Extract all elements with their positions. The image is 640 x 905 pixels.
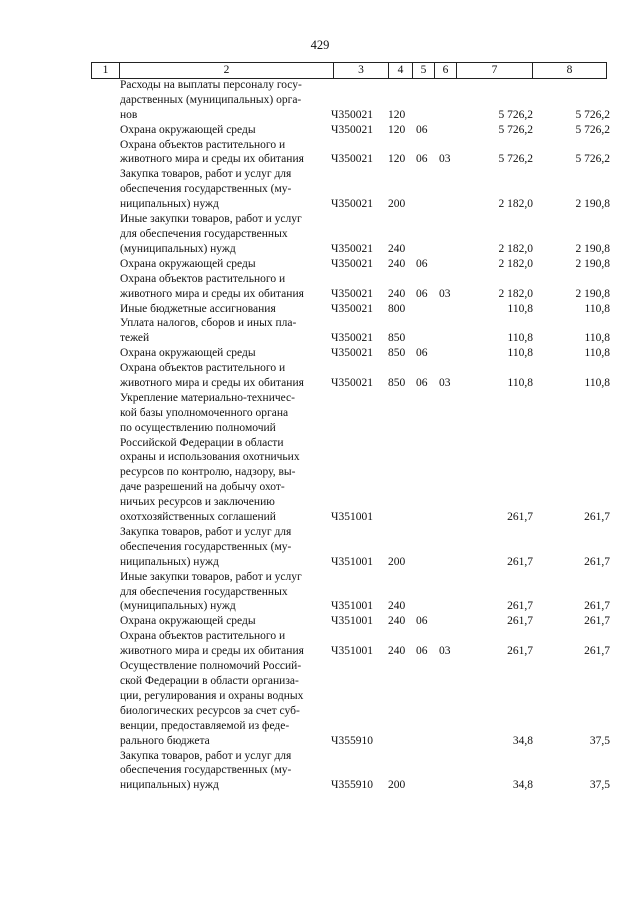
amount-col7: 261,7 (507, 615, 533, 628)
target-code: Ч350021 (331, 332, 373, 345)
row-description-line: обеспечения государственных (му- (120, 183, 292, 196)
amount-col7: 261,7 (507, 555, 533, 568)
target-code: Ч350021 (331, 108, 373, 121)
section: 06 (416, 347, 428, 360)
amount-col7: 5 726,2 (498, 123, 533, 136)
amount-col7: 110,8 (507, 302, 533, 315)
row-description-line: дарственных (муниципальных) орга- (120, 93, 302, 106)
target-code: Ч355910 (331, 779, 373, 792)
target-code: Ч350021 (331, 242, 373, 255)
table-row (0, 361, 640, 391)
row-description-line: Охрана окружающей среды (120, 257, 256, 270)
column-header: 6 (434, 63, 456, 78)
amount-col7: 2 182,0 (498, 242, 533, 255)
amount-col8: 37,5 (589, 734, 610, 747)
row-description-line: охраны и использования охотничьих (120, 451, 300, 464)
table-row (0, 346, 640, 361)
expense-type: 240 (388, 645, 406, 658)
expense-type: 850 (388, 347, 406, 360)
row-description-line: ресурсов по контролю, надзору, вы- (120, 466, 296, 479)
row-description-line: для обеспечения государственных (120, 585, 288, 598)
amount-col7: 34,8 (512, 779, 533, 792)
table-row (0, 123, 640, 138)
target-code: Ч350021 (331, 153, 373, 166)
table-row (0, 316, 640, 346)
row-description-line: ции, регулирования и охраны водных (120, 689, 304, 702)
row-description-line: Охрана объектов растительного и (120, 630, 286, 643)
column-header: 8 (532, 63, 607, 78)
table-row (0, 257, 640, 272)
section: 06 (416, 645, 428, 658)
table-row (0, 525, 640, 570)
expense-type: 240 (388, 242, 406, 255)
subsection: 03 (439, 376, 451, 389)
expense-type: 200 (388, 198, 406, 211)
expense-type: 240 (388, 287, 406, 300)
expense-type: 200 (388, 555, 406, 568)
amount-col7: 2 182,0 (498, 257, 533, 270)
amount-col8: 261,7 (584, 615, 610, 628)
target-code: Ч355910 (331, 734, 373, 747)
expense-type: 240 (388, 257, 406, 270)
amount-col7: 110,8 (507, 376, 533, 389)
amount-col7: 5 726,2 (498, 153, 533, 166)
row-description-line: животного мира и среды их обитания (120, 376, 304, 389)
amount-col7: 110,8 (507, 332, 533, 345)
expense-type: 200 (388, 779, 406, 792)
expense-type: 240 (388, 600, 406, 613)
amount-col8: 2 190,8 (575, 257, 610, 270)
row-description-line: Расходы на выплаты персоналу госу- (120, 79, 302, 91)
target-code: Ч351001 (331, 645, 373, 658)
target-code: Ч350021 (331, 347, 373, 360)
row-description-line: Иные закупки товаров, работ и услуг (120, 570, 302, 583)
row-description-line: Охрана окружающей среды (120, 347, 256, 360)
row-description-line: ниципальных) нужд (120, 779, 219, 792)
amount-col8: 5 726,2 (575, 153, 610, 166)
row-description-line: рального бюджета (120, 734, 210, 747)
amount-col7: 5 726,2 (498, 108, 533, 121)
row-description-line: Охрана объектов растительного и (120, 362, 286, 375)
table-row (0, 570, 640, 615)
row-description-line: Уплата налогов, сборов и иных пла- (120, 317, 297, 330)
table-row (0, 391, 640, 525)
row-description-line: Закупка товаров, работ и услуг для (120, 168, 292, 181)
row-description-line: животного мира и среды их обитания (120, 287, 304, 300)
column-header: 1 (91, 63, 119, 78)
row-description-line: по осуществлению полномочий (120, 421, 276, 434)
subsection: 03 (439, 287, 451, 300)
expense-type: 120 (388, 123, 406, 136)
row-description-line: даче разрешений на добычу охот- (120, 481, 285, 494)
row-description-line: животного мира и среды их обитания (120, 645, 304, 658)
row-description-line: венции, предоставляемой из феде- (120, 719, 290, 732)
row-description-line: нов (120, 108, 138, 121)
table-row (0, 629, 640, 659)
row-description-line: Иные бюджетные ассигнования (120, 302, 276, 315)
section: 06 (416, 376, 428, 389)
target-code: Ч350021 (331, 302, 373, 315)
amount-col8: 110,8 (584, 332, 610, 345)
row-description-line: Укрепление материально-техничес- (120, 391, 295, 404)
row-description-line: кой базы уполномоченного органа (120, 406, 289, 419)
row-description-line: биологических ресурсов за счет суб- (120, 704, 300, 717)
target-code: Ч350021 (331, 198, 373, 211)
row-description-line: обеспечения государственных (му- (120, 540, 292, 553)
amount-col8: 37,5 (589, 779, 610, 792)
table-row (0, 212, 640, 257)
row-description-line: Охрана объектов растительного и (120, 272, 286, 285)
row-description-line: охотхозяйственных соглашений (120, 511, 276, 524)
target-code: Ч350021 (331, 257, 373, 270)
row-description-line: Охрана объектов растительного и (120, 138, 286, 151)
expense-type: 120 (388, 108, 406, 121)
row-description-line: Закупка товаров, работ и услуг для (120, 526, 292, 538)
column-header: 4 (388, 63, 412, 78)
expense-type: 120 (388, 153, 406, 166)
section: 06 (416, 123, 428, 136)
amount-col7: 2 182,0 (498, 198, 533, 211)
row-description-line: Охрана окружающей среды (120, 123, 256, 136)
row-description-line: Российской Федерации в области (120, 436, 284, 449)
amount-col7: 261,7 (507, 511, 533, 524)
target-code: Ч350021 (331, 287, 373, 300)
section: 06 (416, 287, 428, 300)
amount-col8: 5 726,2 (575, 108, 610, 121)
table-row (0, 614, 640, 629)
expense-type: 850 (388, 332, 406, 345)
expense-type: 240 (388, 615, 406, 628)
row-description-line: ской Федерации в области организа- (120, 674, 299, 687)
row-description-line: тежей (120, 332, 150, 345)
row-description-line: животного мира и среды их обитания (120, 153, 304, 166)
amount-col8: 261,7 (584, 600, 610, 613)
table-row (0, 659, 640, 748)
table-row (0, 78, 640, 123)
target-code: Ч350021 (331, 376, 373, 389)
amount-col7: 34,8 (512, 734, 533, 747)
row-description-line: обеспечения государственных (му- (120, 764, 292, 777)
row-description-line: ниципальных) нужд (120, 555, 219, 568)
row-description-line: Иные закупки товаров, работ и услуг (120, 213, 302, 226)
table-row (0, 167, 640, 212)
column-header: 5 (412, 63, 434, 78)
row-description-line: ничьих ресурсов и заключению (120, 496, 275, 509)
amount-col8: 110,8 (584, 302, 610, 315)
expense-type: 800 (388, 302, 406, 315)
row-description-line: Закупка товаров, работ и услуг для (120, 749, 292, 762)
subsection: 03 (439, 153, 451, 166)
table-row (0, 138, 640, 168)
row-description-line: (муниципальных) нужд (120, 242, 236, 255)
target-code: Ч351001 (331, 615, 373, 628)
section: 06 (416, 257, 428, 270)
row-description-line: Охрана окружающей среды (120, 615, 256, 628)
amount-col8: 261,7 (584, 645, 610, 658)
target-code: Ч351001 (331, 555, 373, 568)
amount-col8: 110,8 (584, 376, 610, 389)
section: 06 (416, 153, 428, 166)
amount-col8: 110,8 (584, 347, 610, 360)
section: 06 (416, 615, 428, 628)
subsection: 03 (439, 645, 451, 658)
target-code: Ч351001 (331, 600, 373, 613)
column-header: 7 (456, 63, 532, 78)
table-header (91, 62, 607, 79)
amount-col7: 110,8 (507, 347, 533, 360)
amount-col8: 2 190,8 (575, 198, 610, 211)
table-row (0, 302, 640, 317)
amount-col8: 2 190,8 (575, 287, 610, 300)
page-number: 429 (310, 38, 330, 52)
target-code: Ч350021 (331, 123, 373, 136)
amount-col8: 261,7 (584, 555, 610, 568)
amount-col7: 2 182,0 (498, 287, 533, 300)
column-header: 3 (333, 63, 388, 78)
target-code: Ч351001 (331, 511, 373, 524)
expense-type: 850 (388, 376, 406, 389)
column-header: 2 (119, 63, 333, 78)
table-row (0, 749, 640, 794)
row-description-line: ниципальных) нужд (120, 198, 219, 211)
amount-col8: 261,7 (584, 511, 610, 524)
amount-col8: 5 726,2 (575, 123, 610, 136)
amount-col8: 2 190,8 (575, 242, 610, 255)
row-description-line: для обеспечения государственных (120, 227, 288, 240)
row-description-line: Осуществление полномочий Россий- (120, 660, 302, 673)
amount-col7: 261,7 (507, 645, 533, 658)
amount-col7: 261,7 (507, 600, 533, 613)
row-description-line: (муниципальных) нужд (120, 600, 236, 613)
table-row (0, 272, 640, 302)
